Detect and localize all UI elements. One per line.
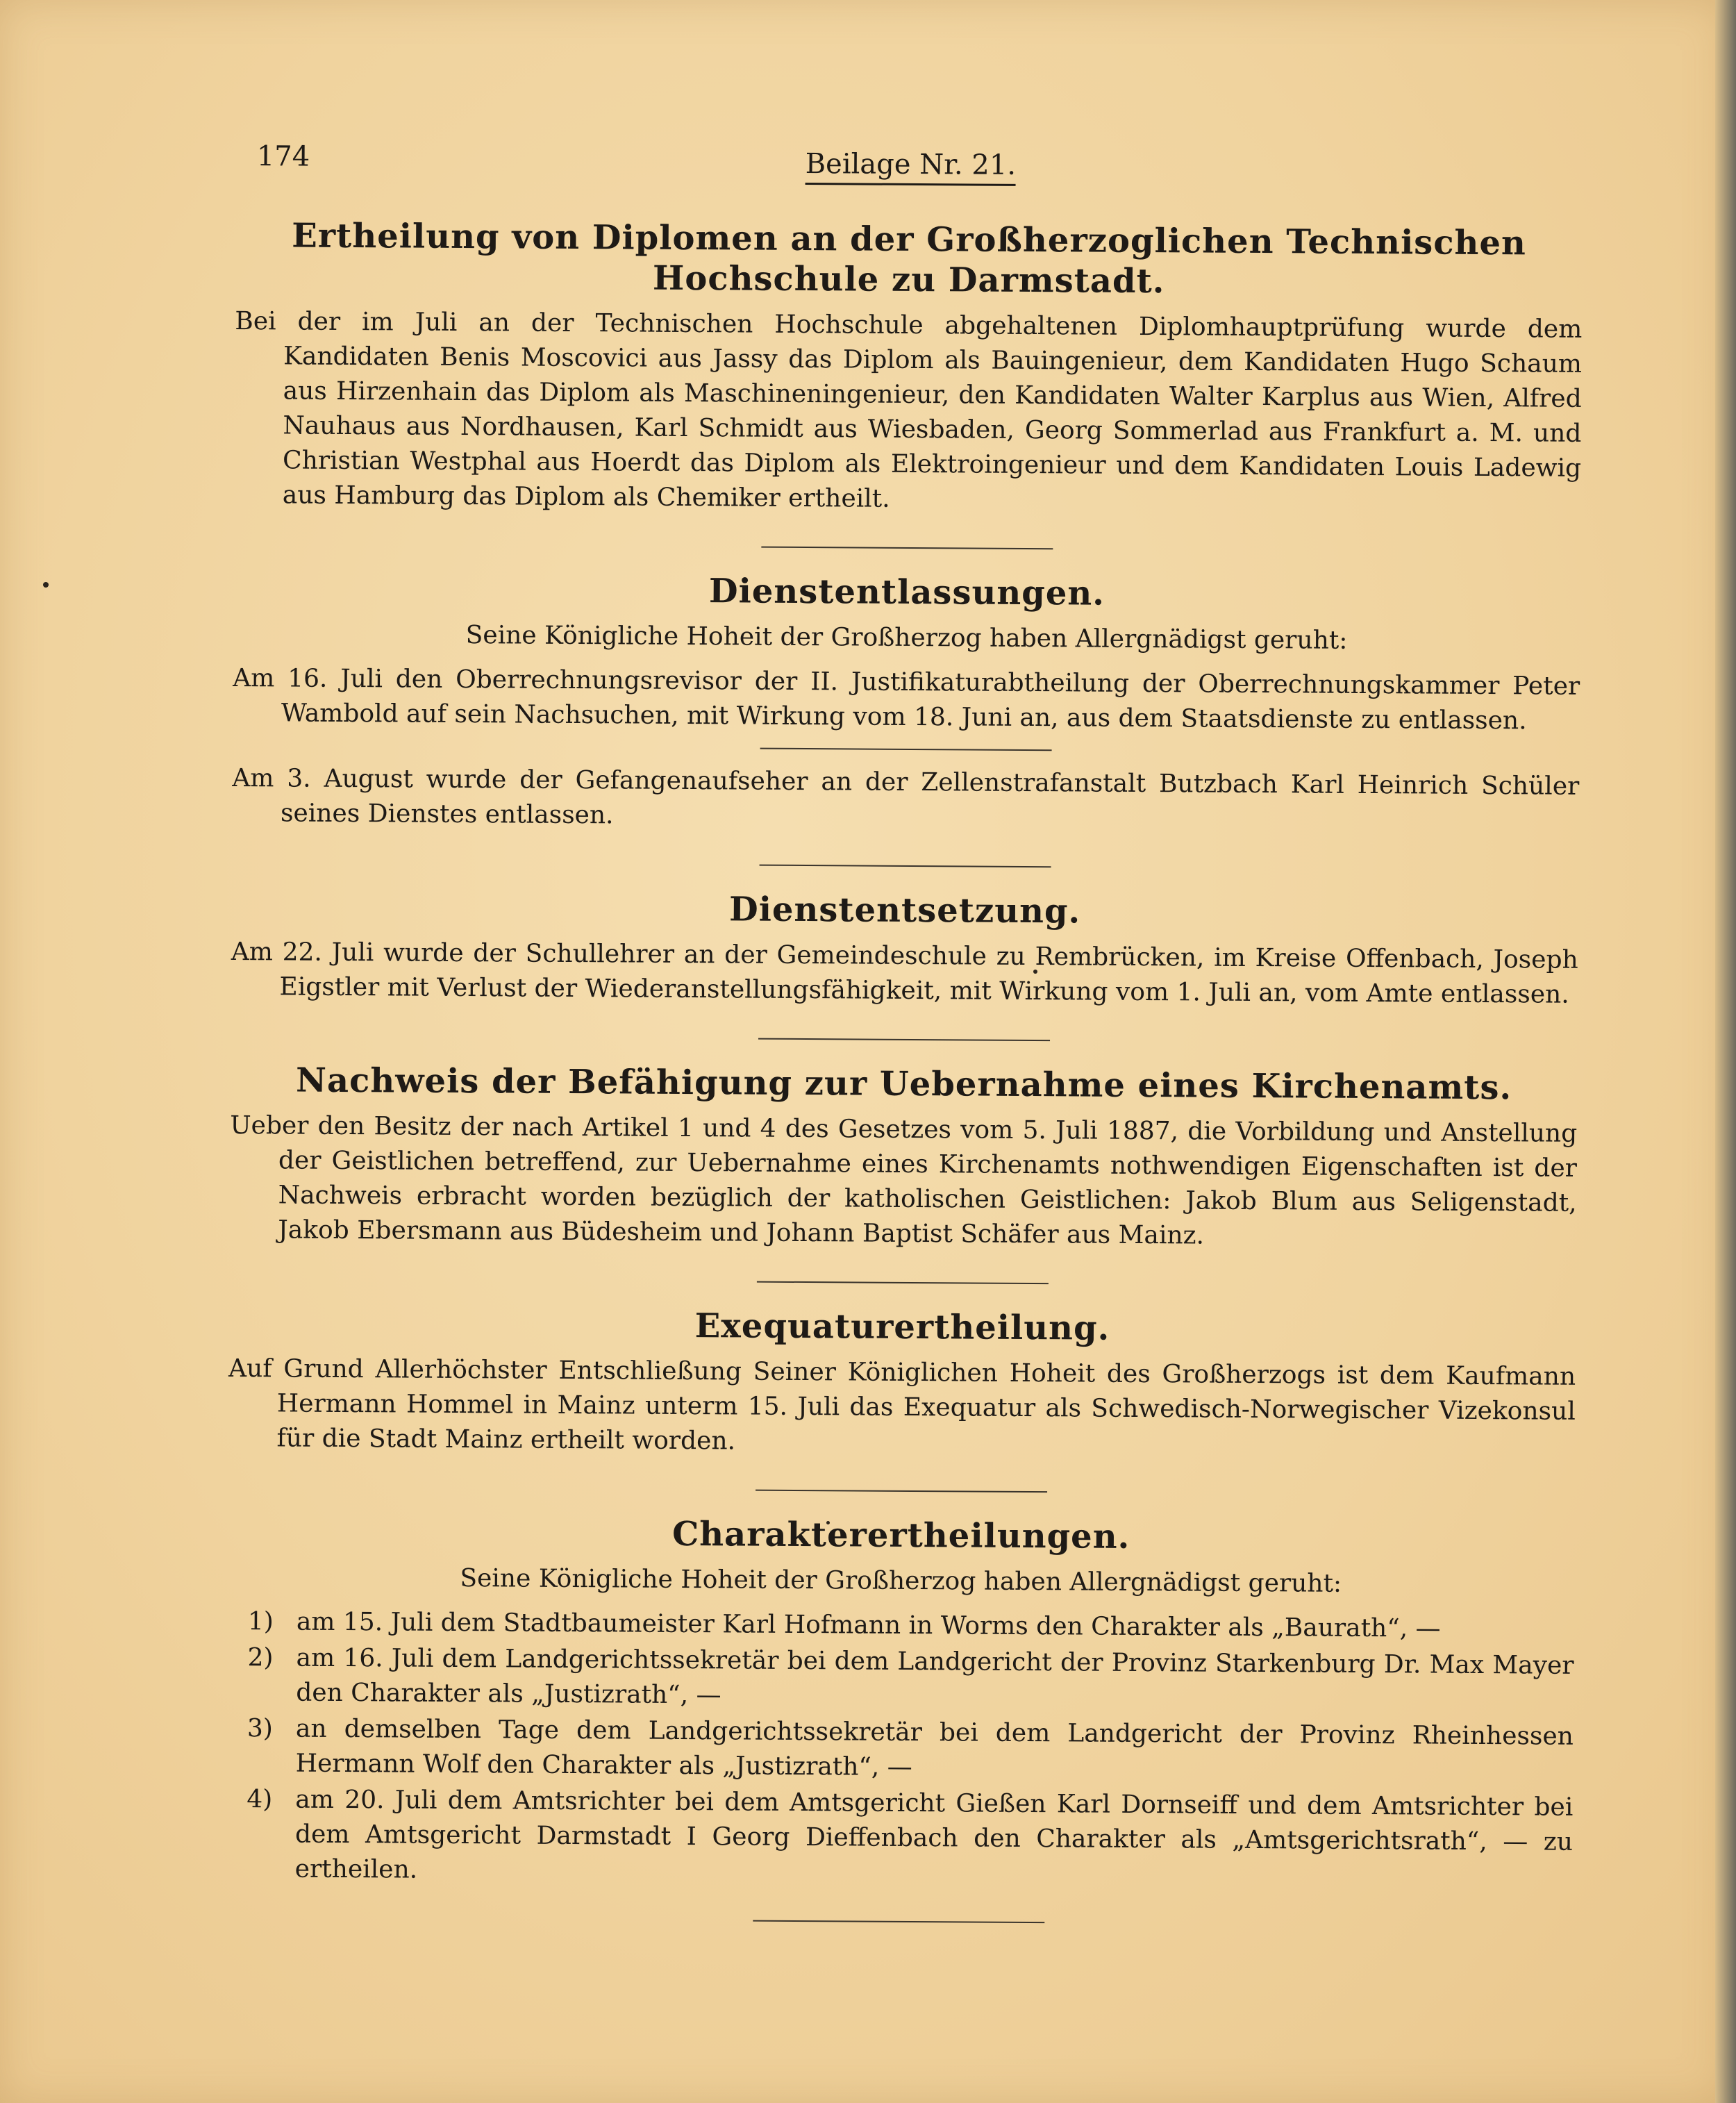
ink-speck xyxy=(43,582,49,588)
list-item-text: am 20. Juli dem Amtsrichter bei dem Amtsgericht Gießen Karl Dornseiff und dem Amtsrichter bei dem Amtsgericht Darmstadt I Georg Dieffenbach den Charakter als „Amtsgerichtsrath“, — zu ertheilen. xyxy=(294,1785,1574,1884)
list-item-number: 2) xyxy=(247,1643,274,1672)
list-item xyxy=(226,1711,1574,1789)
section-dismissals xyxy=(232,568,1580,839)
section-title: Dienstentsetzung. xyxy=(728,890,1081,931)
list-item-number: 4) xyxy=(247,1785,273,1814)
section-title: Charakterertheilungen. xyxy=(671,1514,1130,1556)
supplement-label: Beilage Nr. 21. xyxy=(806,147,1017,186)
page-edge-shadow xyxy=(1715,0,1736,2103)
section-text: Bei der im Juli an der Technischen Hochschule abgehaltenen Diplomhauptprüfung wurde dem Kandidaten Benis Moscovici aus Jassy das Diplom als Bauingenieur, dem Kandidaten Hugo Schaum aus Hirzenhain das Diplom als Maschineningenieur, den Kandidaten Walter Karplus aus Wien, Alfred Nauhaus aus Nordhausen, Karl Schmidt aus Wiesbaden, Georg Sommerlad aus Frankfurt a. M. und Christian Westphal aus Hoerdt das Diplom als Elektroingenieur und dem Kandidaten Louis Ladewig aus Hamburg das Diplom als Chemiker ertheilt. xyxy=(235,306,1583,513)
section-text: Am 22. Juli wurde der Schullehrer an der Gemeindeschule zu Rembrücken, im Kreise Offenbach, Joseph Eigstler mit Verlust der Wiederanstellungsfähigkeit, mit Wirkung vom 1. Juli an, vom Amte entlassen. xyxy=(231,937,1578,1009)
divider xyxy=(760,865,1051,868)
list-item xyxy=(226,1782,1574,1895)
section-entry: Am 16. Juli den Oberrechnungsrevisor der II. Justifikaturabtheilung der Oberrechnungskammer Peter Wambold auf sein Nachsuchen, mit Wirkung vom 18. Juni an, aus dem Staatsdienste zu entlassen. xyxy=(233,663,1580,735)
running-head xyxy=(236,132,1583,189)
section-diplomas xyxy=(234,215,1583,521)
section-title: Exequaturertheilung. xyxy=(694,1306,1110,1348)
list-item-number: 1) xyxy=(247,1607,274,1636)
list-item-number: 3) xyxy=(247,1714,274,1743)
list-item-text: an demselben Tage dem Landgerichtssekretär bei dem Landgericht der Provinz Rheinhessen Hermann Wolf den Charakter als „Justizrath“, — xyxy=(295,1714,1574,1781)
divider xyxy=(761,547,1053,550)
section-text: Ueber den Besitz der nach Artikel 1 und 4 des Gesetzes vom 5. Juli 1887, die Vorbildung und Anstellung der Geistlichen betreffend, zur Uebernahme eines Kirchenamts nothwendigen Eigenschaften ist der Nachweis erbracht worden bezüglich der katholischen Geistlichen: Jakob Blum aus Seligenstadt, Jakob Ebersmann aus Büdesheim und Johann Baptist Schäfer aus Mainz. xyxy=(230,1111,1578,1250)
section-exequatur xyxy=(228,1303,1576,1464)
list-item-text: am 15. Juli dem Stadtbaumeister Karl Hofmann in Worms den Charakter als „Baurath“, — xyxy=(296,1607,1441,1643)
list-item xyxy=(227,1604,1574,1647)
divider xyxy=(760,748,1052,751)
document-body xyxy=(225,132,1583,1940)
section-intro: Seine Königliche Hoheit der Großherzog haben Allergnädigst geruht: xyxy=(465,621,1348,655)
section-church-office xyxy=(229,1060,1578,1256)
section-title: Ertheilung von Diplomen an der Großherzoglichen Technischen Hochschule zu Darmstadt. xyxy=(292,216,1527,301)
list-item-text: am 16. Juli dem Landgerichtssekretär bei dem Landgericht der Provinz Starkenburg Dr. Max Mayer den Charakter als „Justizrath“, — xyxy=(296,1643,1574,1710)
divider xyxy=(757,1281,1049,1285)
section-titles xyxy=(226,1511,1575,1895)
section-intro: Seine Königliche Hoheit der Großherzog haben Allergnädigst geruht: xyxy=(460,1564,1342,1598)
page-number: 174 xyxy=(256,140,310,173)
divider xyxy=(753,1920,1044,1924)
divider xyxy=(758,1038,1050,1042)
section-title: Nachweis der Befähigung zur Uebernahme eines Kirchenamts. xyxy=(295,1061,1512,1108)
section-text: Auf Grund Allerhöchster Entschließung Seiner Königlichen Hoheit des Großherzogs ist dem Kaufmann Hermann Hommel in Mainz unterm 15. Juli das Exequatur als Schwedisch-Norwegischer Vizekonsul für die Stadt Mainz ertheilt worden. xyxy=(228,1354,1576,1456)
section-removal xyxy=(231,886,1578,1013)
list-item xyxy=(226,1640,1574,1718)
section-title: Dienstentlassungen. xyxy=(708,572,1105,613)
divider xyxy=(756,1490,1047,1493)
titles-list xyxy=(226,1604,1574,1895)
section-entry: Am 3. August wurde der Gefangenaufseher an der Zellenstrafanstalt Butzbach Karl Heinrich Schüler seines Dienstes entlassen. xyxy=(232,763,1580,830)
